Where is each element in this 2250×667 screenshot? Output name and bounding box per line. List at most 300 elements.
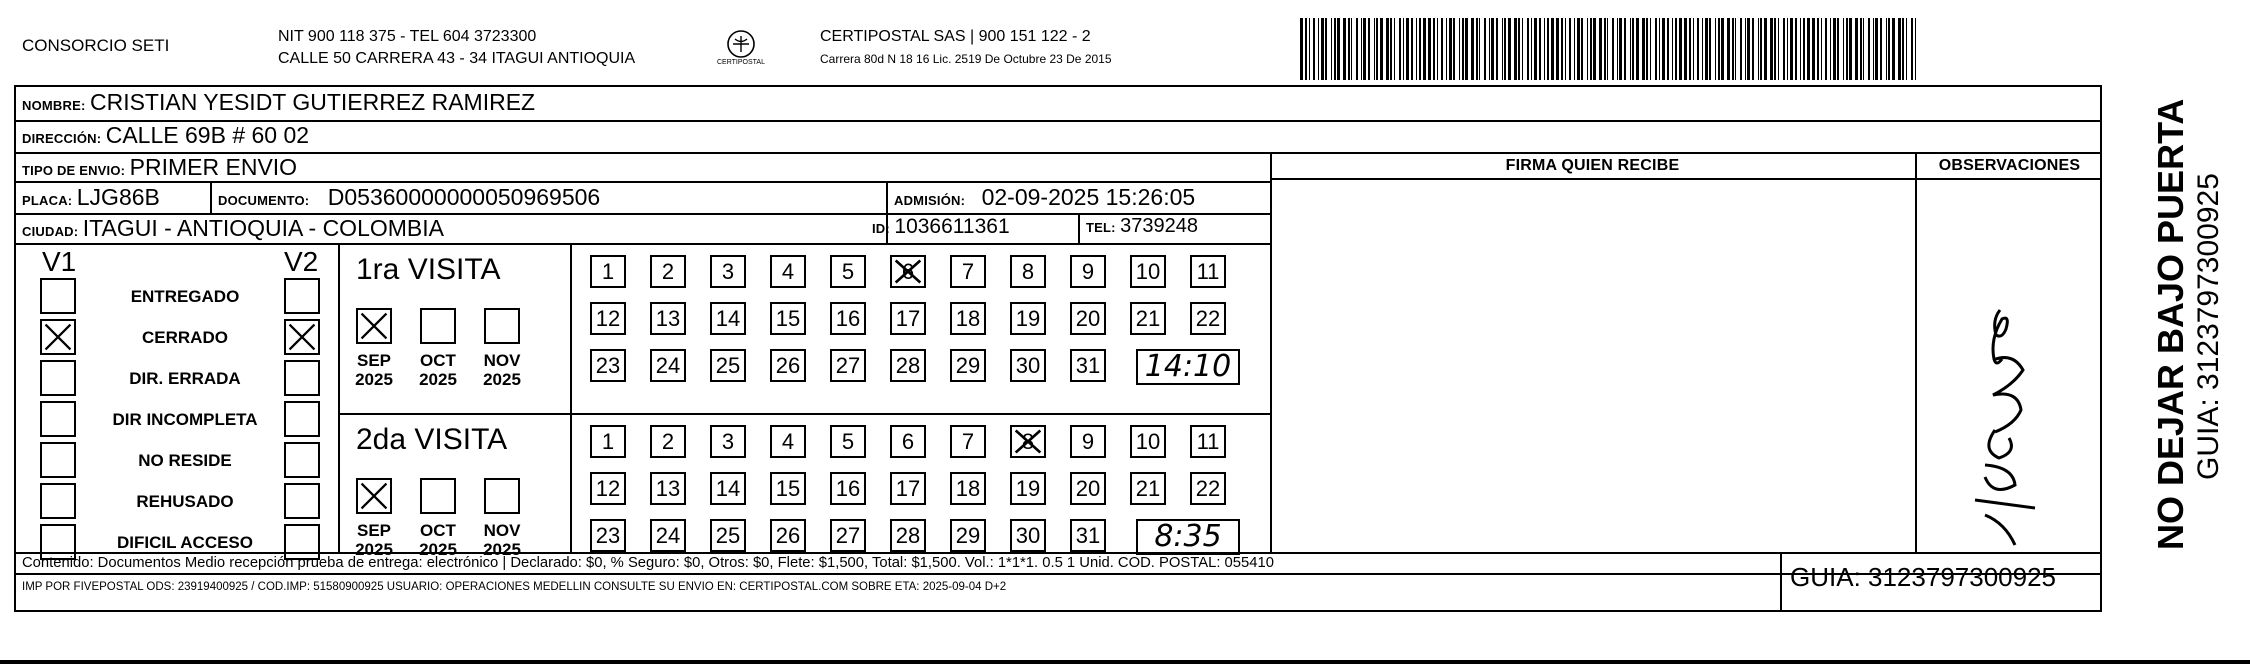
handwritten-signature — [1945, 290, 2065, 560]
day-box[interactable]: 15 — [770, 302, 806, 335]
footer-guia: GUIA: 3123797300925 — [1790, 562, 2056, 592]
barcode-bar — [1331, 18, 1332, 80]
barcode-bar — [1446, 18, 1447, 80]
status-label: NO RESIDE — [138, 451, 232, 470]
barcode-bar — [1612, 18, 1614, 80]
day-box[interactable]: 29 — [950, 349, 986, 382]
day-box[interactable]: 11 — [1190, 425, 1226, 458]
barcode-bar — [1514, 18, 1517, 80]
v1-label: V1 — [42, 246, 77, 277]
barcode-bar — [1416, 18, 1417, 80]
direccion-label: DIRECCIÓN: — [22, 131, 102, 146]
v1-checkbox[interactable] — [40, 483, 76, 519]
direccion-value: CALLE 69B # 60 02 — [105, 122, 310, 148]
barcode-bar — [1577, 18, 1580, 80]
barcode-bar — [1911, 18, 1913, 80]
v2-checkbox[interactable] — [284, 442, 320, 478]
barcode-bar — [1821, 18, 1822, 80]
barcode-bar — [1574, 18, 1575, 80]
barcode-bar — [1394, 18, 1395, 80]
visit-title: 1ra VISITA — [356, 253, 501, 286]
barcode-bar — [1833, 18, 1836, 80]
day-box[interactable]: 12 — [590, 302, 626, 335]
barcode-bar — [1581, 18, 1583, 80]
v2-checkbox[interactable] — [284, 360, 320, 396]
barcode-bar — [1770, 18, 1773, 80]
barcode-bar — [1846, 18, 1848, 80]
month-label — [413, 351, 463, 389]
day-box[interactable]: 4 — [770, 255, 806, 288]
day-box[interactable]: 7 — [950, 425, 986, 458]
direccion-row — [22, 122, 309, 149]
barcode-bar — [1807, 18, 1810, 80]
day-box[interactable]: 1 — [590, 425, 626, 458]
ciudad-value: ITAGUI - ANTIOQUIA - COLOMBIA — [82, 215, 444, 241]
month-year: 2025 — [419, 540, 457, 559]
day-box[interactable]: 8 — [1010, 425, 1046, 458]
barcode-bar — [1604, 18, 1606, 80]
v1-checkbox[interactable] — [40, 319, 76, 355]
day-box[interactable]: 14 — [710, 472, 746, 505]
barcode-bar — [1721, 18, 1724, 80]
barcode-bar — [1348, 18, 1350, 80]
barcode-bar — [1496, 18, 1498, 80]
certipostal-line: CERTIPOSTAL SAS | 900 151 122 - 2 — [820, 28, 1091, 45]
barcode-bar — [1527, 18, 1529, 80]
day-box[interactable]: 11 — [1190, 255, 1226, 288]
barcode-bar — [1334, 18, 1336, 80]
barcode-bar — [1390, 18, 1392, 80]
day-box[interactable]: 24 — [650, 519, 686, 552]
barcode-bar — [1863, 18, 1864, 80]
day-box[interactable]: 6 — [890, 425, 926, 458]
month-label — [349, 521, 399, 559]
tel-label: TEL: — [1086, 220, 1116, 235]
barcode-bar — [1419, 18, 1421, 80]
barcode-bar — [1659, 18, 1660, 80]
barcode-bar — [1693, 18, 1694, 80]
barcode-bar — [1318, 18, 1319, 80]
day-box[interactable]: 18 — [950, 302, 986, 335]
month-label — [477, 521, 527, 559]
side-notice: NO DEJAR BAJO PUERTA — [2150, 98, 2191, 550]
barcode-bar — [1534, 18, 1537, 80]
barcode-bar — [1632, 18, 1634, 80]
barcode-bar — [1441, 18, 1443, 80]
barcode-bar — [1411, 18, 1413, 80]
month-checkbox[interactable] — [484, 478, 520, 514]
tipo-label: TIPO DE ENVIO: — [22, 163, 126, 178]
barcode-bar — [1675, 18, 1677, 80]
barcode-bar — [1489, 18, 1490, 80]
day-box[interactable]: 22 — [1190, 472, 1226, 505]
barcode-bar — [1892, 18, 1895, 80]
day-box[interactable]: 3 — [710, 425, 746, 458]
day-box[interactable]: 13 — [650, 302, 686, 335]
v2-checkbox[interactable] — [284, 401, 320, 437]
barcode-bar — [1556, 18, 1559, 80]
tipo-row — [22, 154, 297, 181]
footer-imp: IMP POR FIVEPOSTAL ODS: 23919400925 / COD.IMP: 51580900925 USUARIO: OPERACIONES MEDELLIN CONSULTE SU ENVIO EN: CERTIPOSTAL.COM SOBRE ETA: 2025-09-04 D+2 — [22, 581, 1007, 593]
day-box[interactable]: 16 — [830, 302, 866, 335]
barcode-bar — [1309, 18, 1310, 80]
barcode-bar — [1672, 18, 1673, 80]
barcode-bar — [1423, 18, 1426, 80]
day-box[interactable]: 25 — [710, 519, 746, 552]
barcode-bar — [1803, 18, 1805, 80]
placa-value: LJG86B — [76, 184, 160, 210]
barcode-bar — [1476, 18, 1478, 80]
month-checkbox[interactable] — [484, 308, 520, 344]
day-box[interactable]: 27 — [830, 349, 866, 382]
documento-row — [218, 184, 600, 211]
barcode-bar — [1800, 18, 1801, 80]
day-box[interactable]: 22 — [1190, 302, 1226, 335]
barcode-bar — [1337, 18, 1340, 80]
month-checkbox[interactable] — [420, 478, 456, 514]
day-box[interactable]: 28 — [890, 349, 926, 382]
day-box[interactable]: 1 — [590, 255, 626, 288]
day-box[interactable]: 19 — [1010, 472, 1046, 505]
logo-text: CERTIPOSTAL — [717, 59, 765, 66]
visit-time[interactable]: 8:35 — [1136, 519, 1240, 555]
nombre-label: NOMBRE: — [22, 98, 86, 113]
barcode-bar — [1508, 18, 1511, 80]
month-label — [413, 521, 463, 559]
day-box[interactable]: 27 — [830, 519, 866, 552]
barcode-bar — [1764, 18, 1767, 80]
day-box[interactable]: 17 — [890, 472, 926, 505]
month-year: 2025 — [355, 540, 393, 559]
month-name: SEP — [356, 521, 392, 540]
barcode-bar — [1624, 18, 1626, 80]
day-box[interactable]: 13 — [650, 472, 686, 505]
admision-row — [894, 184, 1195, 211]
barcode-bar — [1471, 18, 1474, 80]
company-name: CONSORCIO SETI — [22, 36, 170, 55]
barcode-bar — [1735, 18, 1736, 80]
barcode-bar — [1873, 18, 1874, 80]
day-box[interactable]: 24 — [650, 349, 686, 382]
day-box[interactable]: 30 — [1010, 349, 1046, 382]
month-label — [349, 351, 399, 389]
barcode-bar — [1619, 18, 1622, 80]
day-box[interactable]: 8 — [1010, 255, 1046, 288]
v2-checkbox[interactable] — [284, 483, 320, 519]
barcode-bar — [1830, 18, 1831, 80]
x-mark-icon — [286, 321, 318, 353]
barcode-bar — [1646, 18, 1648, 80]
barcode-bar — [1363, 18, 1366, 80]
day-box[interactable]: 15 — [770, 472, 806, 505]
day-box[interactable]: 2 — [650, 425, 686, 458]
barcode-bar — [1300, 18, 1303, 80]
certipostal-logo — [716, 28, 766, 72]
day-box[interactable]: 19 — [1010, 302, 1046, 335]
month-year: 2025 — [483, 370, 521, 389]
barcode-bar — [1679, 18, 1682, 80]
barcode-bar — [1727, 18, 1730, 80]
barcode-bar — [1697, 18, 1699, 80]
barcode-bar — [1758, 18, 1759, 80]
nombre-value: CRISTIAN YESIDT GUTIERREZ RAMIREZ — [89, 89, 536, 115]
month-name: OCT — [420, 351, 456, 370]
id-value: 1036611361 — [894, 215, 1010, 238]
day-box[interactable]: 23 — [590, 349, 626, 382]
month-name: NOV — [483, 351, 521, 370]
barcode-bar — [1817, 18, 1819, 80]
barcode-bar — [1774, 18, 1776, 80]
barcode-bar — [1650, 18, 1651, 80]
barcode-bar — [1376, 18, 1378, 80]
barcode-bar — [1715, 18, 1716, 80]
status-label: ENTREGADO — [130, 287, 240, 306]
v1-checkbox[interactable] — [40, 442, 76, 478]
id-label: ID: — [872, 221, 890, 236]
day-box[interactable]: 21 — [1130, 472, 1166, 505]
barcode-bar — [1356, 18, 1358, 80]
footer-contenido: Contenido: Documentos Medio recepción prueba de entrega: electrónico | Declarado: $0, % Seguro: $0, Otros: $0, Flete: $1,500, Total: $1,500. Vol.: 1*1*1. 0.5 1 Unid. COD. POSTAL: 055410 — [22, 555, 1274, 571]
barcode-bar — [1607, 18, 1608, 80]
day-box[interactable]: 9 — [1070, 255, 1106, 288]
admision-label: ADMISIÓN: — [894, 193, 966, 208]
v1-checkbox[interactable] — [40, 360, 76, 396]
placa-label: PLACA: — [22, 193, 73, 208]
barcode-bar — [1305, 18, 1307, 80]
x-mark-icon — [358, 480, 390, 512]
status-label: DIR. ERRADA — [129, 369, 241, 388]
barcode-bar — [1565, 18, 1566, 80]
day-box[interactable]: 5 — [830, 425, 866, 458]
barcode-bar — [1593, 18, 1596, 80]
status-label: DIFICIL ACCESO — [116, 533, 253, 552]
day-box[interactable]: 10 — [1130, 255, 1166, 288]
barcode-bar — [1812, 18, 1815, 80]
month-name: OCT — [420, 521, 456, 540]
barcode-bar — [1760, 18, 1762, 80]
barcode-bar — [1399, 18, 1401, 80]
firma-label: FIRMA QUIEN RECIBE — [1505, 157, 1680, 174]
day-box[interactable]: 12 — [590, 472, 626, 505]
barcode-bar — [1484, 18, 1486, 80]
barcode-bar — [1732, 18, 1734, 80]
day-box[interactable]: 17 — [890, 302, 926, 335]
status-label: CERRADO — [142, 328, 228, 347]
barcode-bar — [1504, 18, 1506, 80]
barcode-bar — [1433, 18, 1435, 80]
month-checkbox[interactable] — [420, 308, 456, 344]
x-mark-icon — [358, 310, 390, 342]
barcode-bar — [1787, 18, 1788, 80]
admision-value: 02-09-2025 15:26:05 — [981, 184, 1196, 210]
month-year: 2025 — [419, 370, 457, 389]
barcode-bar — [1351, 18, 1352, 80]
barcode-bar — [1783, 18, 1785, 80]
nombre-row — [22, 89, 535, 116]
barcode — [1300, 18, 1920, 80]
barcode-bar — [1428, 18, 1431, 80]
day-box[interactable]: 9 — [1070, 425, 1106, 458]
barcode-bar — [1790, 18, 1793, 80]
barcode-bar — [1599, 18, 1602, 80]
v2-checkbox[interactable] — [284, 278, 320, 314]
barcode-bar — [1361, 18, 1362, 80]
barcode-bar — [1522, 18, 1523, 80]
x-mark-icon — [1012, 427, 1044, 456]
barcode-bar — [1860, 18, 1862, 80]
barcode-bar — [1898, 18, 1901, 80]
day-box[interactable]: 4 — [770, 425, 806, 458]
barcode-bar — [1880, 18, 1882, 80]
day-box[interactable]: 26 — [770, 349, 806, 382]
barcode-bar — [1684, 18, 1687, 80]
day-box[interactable]: 30 — [1010, 519, 1046, 552]
month-checkbox[interactable] — [356, 478, 392, 514]
observaciones-label: OBSERVACIONES — [1938, 157, 2081, 174]
barcode-bar — [1368, 18, 1370, 80]
v2-checkbox[interactable] — [284, 319, 320, 355]
barcode-bar — [1547, 18, 1549, 80]
day-box[interactable]: 25 — [710, 349, 746, 382]
barcode-bar — [1825, 18, 1827, 80]
barcode-bar — [1453, 18, 1455, 80]
v1-checkbox[interactable] — [40, 401, 76, 437]
barcode-bar — [1718, 18, 1720, 80]
barcode-bar — [1705, 18, 1708, 80]
barcode-bar — [1325, 18, 1327, 80]
barcode-bar — [1745, 18, 1746, 80]
id-row — [872, 215, 1010, 239]
barcode-bar — [1569, 18, 1571, 80]
barcode-bar — [1561, 18, 1563, 80]
barcode-bar — [1462, 18, 1464, 80]
month-checkbox[interactable] — [356, 308, 392, 344]
barcode-bar — [1587, 18, 1588, 80]
barcode-bar — [1465, 18, 1468, 80]
barcode-bar — [1902, 18, 1904, 80]
barcode-bar — [1374, 18, 1375, 80]
month-year: 2025 — [355, 370, 393, 389]
placa-row — [22, 184, 160, 211]
barcode-bar — [1689, 18, 1691, 80]
barcode-bar — [1617, 18, 1618, 80]
day-box[interactable]: 16 — [830, 472, 866, 505]
tel-value: 3739248 — [1120, 215, 1199, 237]
barcode-bar — [1531, 18, 1532, 80]
barcode-bar — [1539, 18, 1541, 80]
barcode-bar — [1915, 18, 1916, 80]
day-box[interactable]: 2 — [650, 255, 686, 288]
day-box[interactable]: 23 — [590, 519, 626, 552]
address-line: CALLE 50 CARRERA 43 - 34 ITAGUI ANTIOQUIA — [278, 50, 636, 67]
barcode-bar — [1313, 18, 1315, 80]
barcode-bar — [1386, 18, 1389, 80]
day-box[interactable]: 18 — [950, 472, 986, 505]
day-box[interactable]: 21 — [1130, 302, 1166, 335]
barcode-bar — [1449, 18, 1452, 80]
barcode-bar — [1551, 18, 1554, 80]
barcode-bar — [1642, 18, 1645, 80]
barcode-bar — [1843, 18, 1844, 80]
day-box[interactable]: 20 — [1070, 302, 1106, 335]
day-box[interactable]: 26 — [770, 519, 806, 552]
barcode-bar — [1667, 18, 1669, 80]
barcode-bar — [1837, 18, 1839, 80]
barcode-bar — [1491, 18, 1494, 80]
barcode-bar — [1747, 18, 1750, 80]
month-label — [477, 351, 527, 389]
barcode-bar — [1888, 18, 1890, 80]
barcode-bar — [1437, 18, 1438, 80]
barcode-bar — [1406, 18, 1409, 80]
barcode-bar — [1855, 18, 1858, 80]
day-box[interactable]: 31 — [1070, 519, 1106, 552]
documento-label: DOCUMENTO: — [218, 193, 310, 208]
barcode-bar — [1778, 18, 1779, 80]
barcode-bar — [1459, 18, 1460, 80]
barcode-bar — [1886, 18, 1887, 80]
ciudad-label: CIUDAD: — [22, 224, 79, 239]
barcode-bar — [1380, 18, 1383, 80]
barcode-bar — [1875, 18, 1878, 80]
day-box[interactable]: 28 — [890, 519, 926, 552]
visit-title: 2da VISITA — [356, 423, 508, 456]
side-guia: GUIA: 3123797300925 — [2192, 173, 2225, 480]
day-box[interactable]: 6 — [890, 255, 926, 288]
barcode-bar — [1740, 18, 1742, 80]
signature-icon — [1945, 290, 2065, 560]
status-label: DIR INCOMPLETA — [112, 410, 258, 429]
month-name: SEP — [356, 351, 392, 370]
tel-row — [1086, 215, 1198, 238]
barcode-bar — [1343, 18, 1346, 80]
barcode-bar — [1636, 18, 1639, 80]
license-line: Carrera 80d N 18 16 Lic. 2519 De Octubre 23 De 2015 — [820, 52, 1112, 66]
barcode-bar — [1502, 18, 1503, 80]
barcode-bar — [1795, 18, 1797, 80]
day-box[interactable]: 20 — [1070, 472, 1106, 505]
v1-checkbox[interactable] — [40, 278, 76, 314]
barcode-bar — [1518, 18, 1520, 80]
barcode-bar — [1752, 18, 1754, 80]
day-box[interactable]: 29 — [950, 519, 986, 552]
month-name: NOV — [483, 521, 521, 540]
v2-label: V2 — [284, 246, 319, 277]
day-box[interactable]: 5 — [830, 255, 866, 288]
day-box[interactable]: 10 — [1130, 425, 1166, 458]
barcode-bar — [1403, 18, 1404, 80]
barcode-bar — [1906, 18, 1907, 80]
barcode-icon — [1300, 18, 1920, 80]
visit-time[interactable]: 14:10 — [1136, 349, 1240, 385]
barcode-bar — [1702, 18, 1703, 80]
x-mark-icon — [892, 257, 924, 286]
day-box[interactable]: 3 — [710, 255, 746, 288]
barcode-bar — [1868, 18, 1870, 80]
barcode-bar — [1630, 18, 1631, 80]
ciudad-row — [22, 215, 444, 242]
barcode-bar — [1662, 18, 1665, 80]
day-box[interactable]: 31 — [1070, 349, 1106, 382]
day-box[interactable]: 14 — [710, 302, 746, 335]
barcode-bar — [1479, 18, 1480, 80]
x-mark-icon — [42, 321, 74, 353]
barcode-bar — [1655, 18, 1657, 80]
barcode-bar — [1709, 18, 1711, 80]
status-label: REHUSADO — [136, 492, 234, 511]
day-box[interactable]: 7 — [950, 255, 986, 288]
barcode-bar — [1544, 18, 1545, 80]
